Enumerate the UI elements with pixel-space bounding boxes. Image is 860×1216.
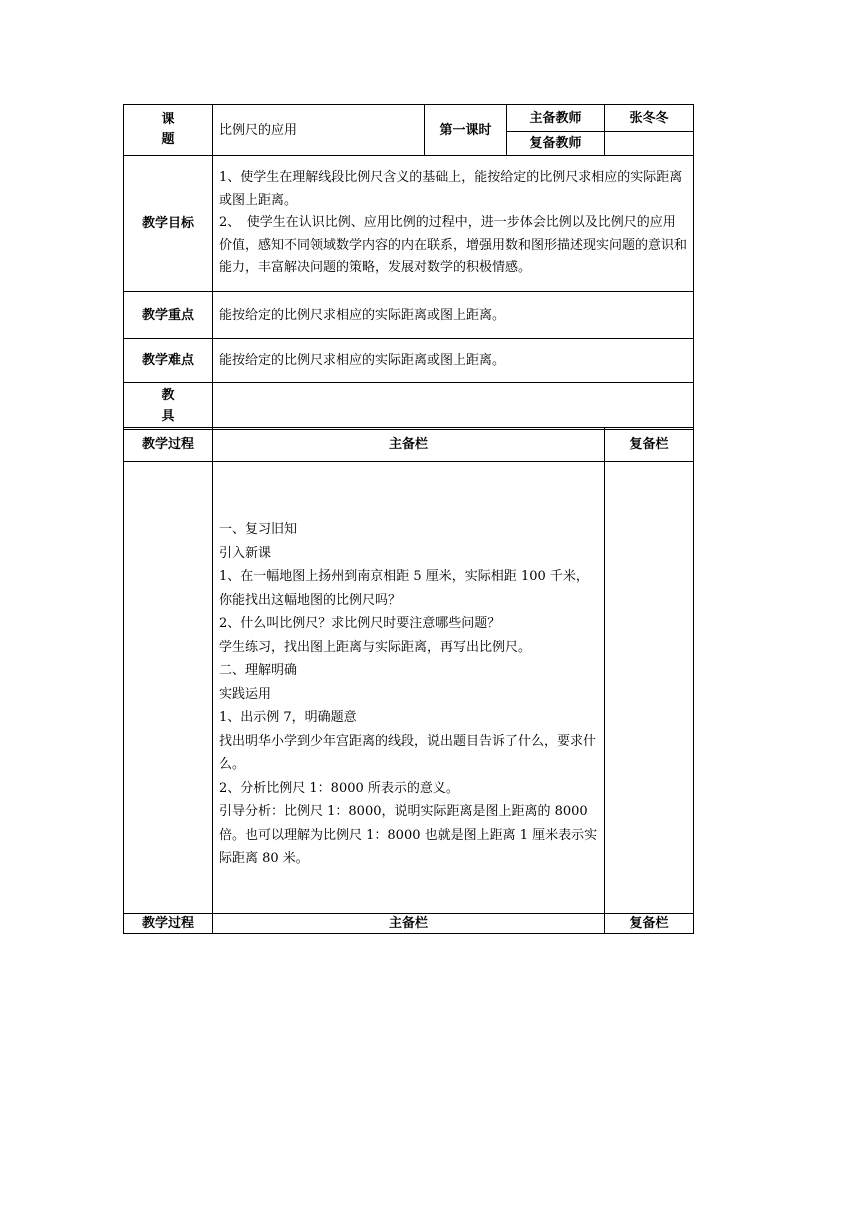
lesson-plan-table xyxy=(123,104,694,430)
process-table xyxy=(123,427,694,934)
process-line: 二、理解明确 xyxy=(219,663,298,678)
topic-label-cell xyxy=(124,105,213,156)
header-row-1 xyxy=(124,105,694,132)
topic-label-line2: 题 xyxy=(161,132,175,147)
secondary-teacher-label: 复备教师 xyxy=(507,132,605,156)
tools-label xyxy=(124,383,213,430)
process-line: 2、什么叫比例尺？求比例尺时要注意哪些问题？ xyxy=(219,616,501,631)
process-footer-col3: 复备栏 xyxy=(605,914,694,934)
key-point-label: 教学重点 xyxy=(124,292,213,339)
tools-label-line1: 教 xyxy=(161,388,175,403)
key-point-row xyxy=(124,292,694,339)
process-footer-row xyxy=(124,914,694,934)
main-teacher-label: 主备教师 xyxy=(507,105,605,132)
key-point-text: 能按给定的比例尺求相应的实际距离或图上距离。 xyxy=(213,292,694,339)
process-footer-col1: 教学过程 xyxy=(124,914,213,934)
process-line: 引入新课 xyxy=(219,545,272,561)
process-header-col1: 教学过程 xyxy=(124,428,213,462)
tools-label-line2: 具 xyxy=(161,409,175,424)
main-teacher-name: 张冬冬 xyxy=(605,105,694,132)
process-body-col1 xyxy=(124,462,213,914)
process-lines xyxy=(219,518,598,871)
process-line: 1、在一幅地图上扬州到南京相距 5 厘米，实际相距 100 千米，你能找出这幅地图的比例尺吗？ xyxy=(219,569,589,608)
difficulty-text: 能按给定的比例尺求相应的实际距离或图上距离。 xyxy=(213,339,694,383)
objectives-content xyxy=(213,156,694,292)
tools-text xyxy=(213,383,694,430)
secondary-teacher-name xyxy=(605,132,694,156)
process-header-row xyxy=(124,428,694,462)
topic-label-line1: 课 xyxy=(161,112,175,127)
topic-value: 比例尺的应用 xyxy=(213,105,425,156)
process-line: 一、复习旧知 xyxy=(219,522,298,537)
process-body-row xyxy=(124,462,694,914)
process-header-col2: 主备栏 xyxy=(213,428,605,462)
difficulty-label: 教学难点 xyxy=(124,339,213,383)
difficulty-row xyxy=(124,339,694,383)
objectives-label: 教学目标 xyxy=(124,156,213,292)
process-line: 2、分析比例尺 1：8000 所表示的意义。 xyxy=(219,780,459,796)
period-label: 第一课时 xyxy=(425,105,507,156)
process-footer-col2: 主备栏 xyxy=(213,914,605,934)
objectives-row xyxy=(124,156,694,292)
process-body-col3 xyxy=(605,462,694,914)
objective-item-2: 2、 使学生在认识比例、应用比例的过程中，进一步体会比例以及比例尺的应用价值，感知不同领域数学内容的内在联系，增强用数和图形描述现实问题的意识和能力，丰富解决问题的策略，发展对数学的积极情感。 xyxy=(219,215,688,276)
process-line: 找出明华小学到少年宫距离的线段，说出题目告诉了什么，要求什么。 xyxy=(219,733,597,772)
process-line: 实践运用 xyxy=(219,686,272,702)
objective-item-1: 1、使学生在理解线段比例尺含义的基础上，能按给定的比例尺求相应的实际距离或图上距离。 xyxy=(219,170,683,208)
process-line: 引导分析：比例尺 1：8000，说明实际距离是图上距离的 8000 倍。也可以理解为比例尺 1：8000 也就是图上距离 1 厘米表示实际距离 80 米。 xyxy=(219,804,598,866)
process-line: 1、出示例 7，明确题意 xyxy=(219,710,357,725)
tools-row xyxy=(124,383,694,430)
process-body-content xyxy=(213,462,605,914)
process-header-col3: 复备栏 xyxy=(605,428,694,462)
process-line: 学生练习，找出图上距离与实际距离，再写出比例尺。 xyxy=(219,639,532,655)
